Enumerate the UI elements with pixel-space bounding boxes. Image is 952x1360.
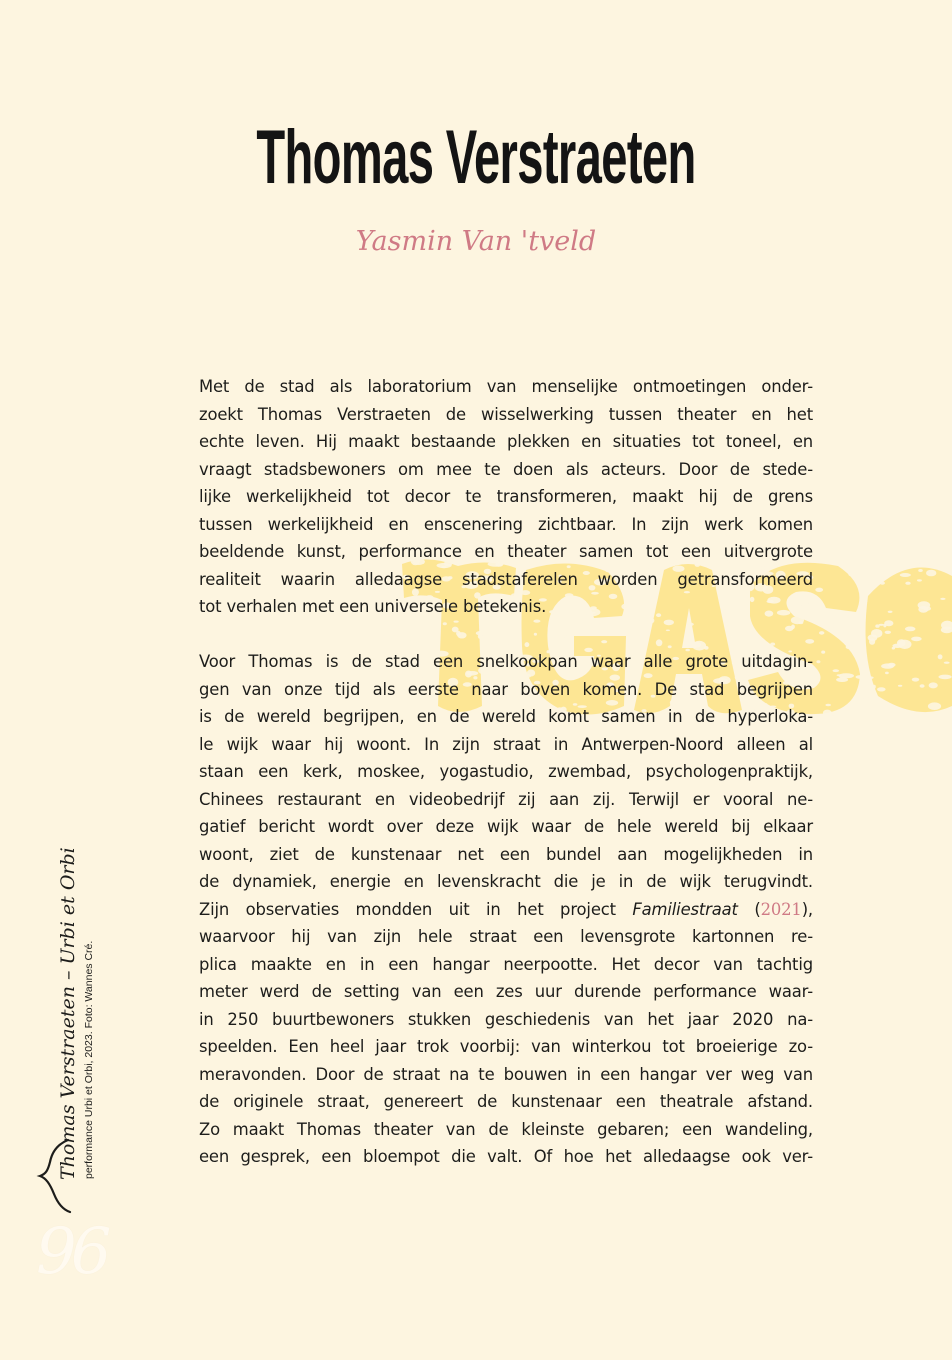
ornament-texture-hole — [823, 710, 832, 716]
ornament-texture-hole — [905, 582, 910, 585]
text-line: echte leven. Hij maakt bestaande plekken en situaties tot toneel, en — [199, 432, 813, 451]
text-line: Met de stad als laboratorium van menselijke ontmoetingen onder- — [199, 377, 813, 396]
caption-credit: performance Urbi et Orbi, 2023. Foto: Wannes Cré. — [83, 940, 95, 1179]
text-line: waarvoor hij van zijn hele straat een levensgrote kartonnen re- — [199, 927, 813, 946]
ornament-texture-hole — [938, 556, 943, 559]
ornament-texture-hole — [939, 675, 952, 680]
text-line: Zo maakt Thomas theater van de kleinste gebaren; een wandeling, — [199, 1119, 813, 1139]
caption-title: Thomas Verstraeten – Urbi et Orbi — [57, 847, 79, 1180]
text-line: vraagt stadsbewoners om mee te doen als acteurs. Door de stede- — [199, 459, 813, 479]
article-body — [199, 373, 813, 1171]
ornament-texture-hole — [920, 684, 925, 688]
ornament-texture-hole — [848, 572, 852, 576]
ornament-texture-hole — [938, 654, 943, 659]
ornament-texture-hole — [929, 682, 938, 688]
paragraph-gap — [199, 621, 813, 649]
ornament-texture-hole — [944, 662, 950, 664]
article-title: Thomas Verstraeten — [256, 115, 696, 200]
ornament-texture-hole — [863, 697, 876, 702]
text-line: staan een kerk, moskee, yogastudio, zwembad, psychologenpraktijk, — [199, 762, 813, 781]
ornament-texture-hole — [855, 636, 862, 638]
author-name: Yasmin Van 'tveld — [355, 226, 597, 257]
ornament-texture-hole — [883, 624, 886, 628]
ornament-texture-hole — [926, 570, 936, 577]
page-number: 96 — [36, 1215, 106, 1289]
ornament-texture-hole — [833, 669, 840, 672]
ornament-texture-hole — [940, 598, 945, 600]
text-line: meter werd de setting van een zes uur durende performance waar- — [199, 982, 813, 1001]
paragraph-2 — [199, 648, 813, 1171]
ornament-texture-hole — [907, 559, 922, 564]
text-line: gen van onze tijd als eerste naar boven komen. De stad begrijpen — [199, 679, 813, 699]
ornament-texture-hole — [885, 672, 889, 675]
text-line: plica maakte en in een hangar neerpootte. Het decor van tachtig — [199, 954, 813, 974]
ornament-texture-hole — [885, 631, 891, 634]
ornament-texture-hole — [819, 631, 824, 635]
ornament-texture-hole — [875, 624, 879, 627]
text-line: tot verhalen met een universele betekenis. — [199, 597, 547, 616]
ornament-texture-hole — [880, 581, 885, 584]
project-line-text: Zijn observaties mondden uit in het project — [199, 899, 633, 919]
ornament-texture-hole — [911, 637, 922, 642]
ornament-texture-hole — [857, 584, 863, 586]
text-line: tussen werkelijkheid en enscenering zichtbaar. In zijn werk komen — [199, 514, 813, 534]
close-paren: ), — [801, 899, 813, 919]
text-line: beeldende kunst, performance en theater samen tot een uitvergrote — [199, 542, 813, 561]
ornament-texture-hole — [859, 627, 865, 631]
ornament-texture-hole — [888, 611, 893, 613]
ornament-texture-hole — [871, 629, 882, 638]
text-line: le wijk waar hij woont. In zijn straat in Antwerpen-Noord alleen al — [199, 734, 813, 754]
text-line: de dynamiek, energie en levenskracht die je in de wijk terugvindt. — [199, 872, 813, 891]
ornament-texture-hole — [821, 651, 825, 654]
ornament-texture-hole — [917, 579, 922, 581]
ornament-texture-hole — [846, 645, 854, 650]
ornament-texture-hole — [877, 687, 886, 691]
text-line: de originele straat, genereert de kunstenaar een theatrale afstand. — [199, 1092, 813, 1111]
text-line: in 250 buurtbewoners stukken geschiedenis van het jaar 2020 na- — [199, 1009, 813, 1029]
ornament-texture-hole — [825, 704, 831, 707]
ornament-texture-hole — [873, 685, 876, 689]
text-line: realiteit waarin alledaagse stadstaferelen worden getransformeerd — [199, 569, 813, 589]
ornament-texture-hole — [900, 573, 911, 577]
ornament-texture-hole — [898, 685, 902, 687]
ornament-texture-hole — [905, 627, 916, 632]
ornament-texture-hole — [897, 639, 906, 646]
photo-caption — [56, 847, 102, 1182]
title-area — [0, 0, 952, 220]
text-line: Voor Thomas is de stad een snelkookpan waar alle grote uitdagin- — [199, 652, 813, 671]
ornament-texture-hole — [837, 674, 842, 676]
ornament-texture-hole — [838, 673, 854, 678]
ornament-texture-hole — [832, 715, 837, 718]
text-line: een gesprek, een bloempot die valt. Of hoe het alledaagse ook ver- — [199, 1147, 813, 1166]
ornament-texture-hole — [833, 556, 843, 563]
ornament-texture-hole — [912, 678, 919, 682]
ornament-texture-hole — [929, 556, 937, 559]
ornament-texture-hole — [918, 569, 923, 572]
ornament-texture-hole — [815, 588, 823, 592]
text-line: gatief bericht wordt over deze wijk waar de hele wereld bij elkaar — [199, 817, 813, 836]
text-line: speelden. Een heel jaar trok voorbij: van winterkou tot broeierige zo- — [199, 1037, 813, 1056]
ornament-texture-hole — [928, 702, 941, 710]
paragraph-1 — [199, 373, 813, 621]
project-title: Familiestraat — [632, 899, 738, 919]
text-line: woont, ziet de kunstenaar net een bundel aan mogelijkheden in — [199, 844, 813, 864]
text-line: lijke werkelijkheid tot decor te transformeren, maakt hij de grens — [199, 487, 813, 506]
text-line: Chinees restaurant en videobedrijf zij aan zij. Terwijl er vooral ne- — [199, 789, 813, 809]
text-line-project — [199, 896, 813, 924]
project-year: 2021 — [760, 899, 802, 919]
open-paren: ( — [737, 899, 761, 919]
ornament-texture-hole — [828, 623, 840, 627]
ornament-texture-hole — [881, 663, 894, 668]
text-line: meravonden. Door de straat na te bouwen in een hangar ver weg van — [199, 1064, 813, 1084]
ornament-texture-hole — [918, 606, 928, 613]
ornament-texture-hole — [864, 600, 868, 602]
text-line: is de wereld begrijpen, en de wereld komt samen in de hyperloka- — [199, 707, 813, 726]
text-line: zoekt Thomas Verstraeten de wisselwerking tussen theater en het — [199, 404, 813, 424]
ornament-texture-hole — [856, 675, 866, 679]
ornament-texture-hole — [869, 638, 875, 645]
ornament-texture-hole — [816, 660, 820, 663]
